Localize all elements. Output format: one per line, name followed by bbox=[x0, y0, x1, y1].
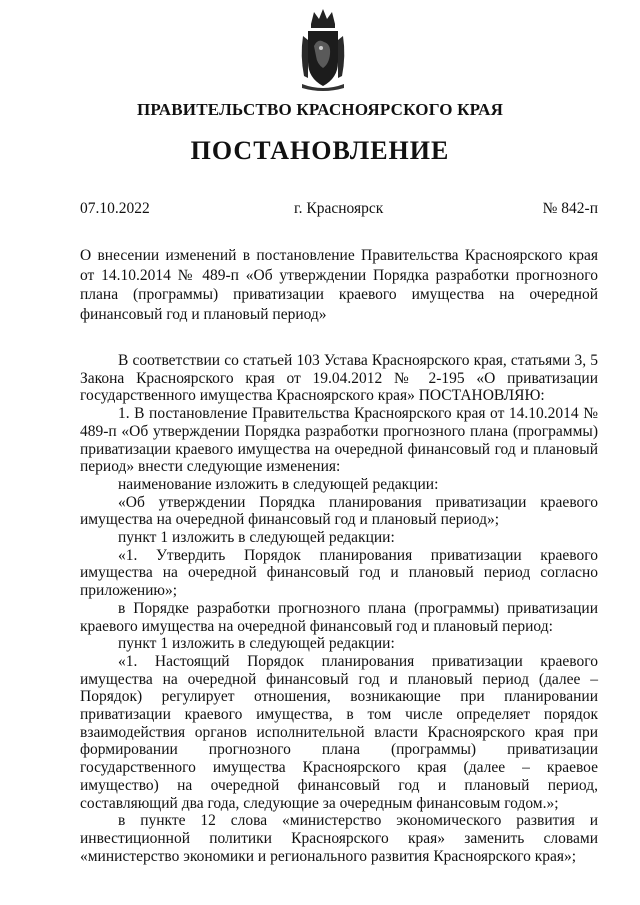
document-meta bbox=[80, 200, 598, 218]
body-paragraph: В соответствии со статьей 103 Устава Красноярского края, статьями 3, 5 Закона Красноярского края от 19.04.2012 № 2-195 «О приватизации государственного имущества Красноярского края» ПОСТАНОВЛЯЮ: bbox=[80, 352, 598, 405]
document-number: № 842-п bbox=[542, 200, 598, 217]
organization-name: ПРАВИТЕЛЬСТВО КРАСНОЯРСКОГО КРАЯ bbox=[136, 100, 504, 119]
body-paragraph: 1. В постановление Правительства Красноярского края от 14.10.2014 № 489-п «Об утверждении Порядка разработки прогнозного плана (программы) приватизации краевого имущества на очередной финансовый год и плановый период» внести следующие изменения: bbox=[80, 405, 598, 476]
document-body bbox=[80, 352, 598, 865]
document-date: 07.10.2022 bbox=[80, 200, 150, 217]
document-subject bbox=[80, 246, 598, 324]
body-paragraph: пункт 1 изложить в следующей редакции: bbox=[118, 529, 395, 547]
body-paragraph: «1. Настоящий Порядок планирования приватизации краевого имущества на очередной финансовый год и плановый период (далее – Порядок) регулирует отношения, возникающие при планировании приватизации краевого имущества, в том числе определяет порядок взаимодействия органов исполнительной власти Красноярского края при формировании прогнозного плана (программы) приватизации государственного имущества Красноярского края (далее – краевое имущество) на очередной финансовый год и плановый период, составляющий два года, следующие за очередным финансовым годом.»; bbox=[80, 652, 598, 812]
document-type: ПОСТАНОВЛЕНИЕ bbox=[190, 136, 450, 165]
subject-text: О внесении изменений в постановление Правительства Красноярского края от 14.10.2014 № 489-п «Об утверждении Порядка разработки прогнозного плана (программы) приватизации краевого имущества на очередной финансовый год и плановый период» bbox=[80, 247, 598, 323]
body-paragraph: «Об утверждении Порядка планирования приватизации краевого имущества на очередной финансовый год и плановый период»; bbox=[80, 493, 598, 529]
body-paragraph: «1. Утвердить Порядок планирования приватизации краевого имущества на очередной финансовый год и плановый период согласно приложению»; bbox=[80, 546, 598, 600]
body-paragraph: в пункте 12 слова «министерство экономического развития и инвестиционной политики Красноярского края» заменить словами «министерство экономики и регионального развития Красноярского края»; bbox=[80, 812, 598, 865]
body-paragraph: наименование изложить в следующей редакции: bbox=[118, 475, 439, 493]
document-city: г. Красноярск bbox=[294, 200, 384, 217]
krasnoyarsk-coat-of-arms-icon bbox=[298, 6, 348, 92]
body-paragraph: в Порядке разработки прогнозного плана (программы) приватизации краевого имущества на очередной финансовый год и плановый период: bbox=[80, 599, 598, 635]
body-paragraph: пункт 1 изложить в следующей редакции: bbox=[118, 635, 395, 653]
